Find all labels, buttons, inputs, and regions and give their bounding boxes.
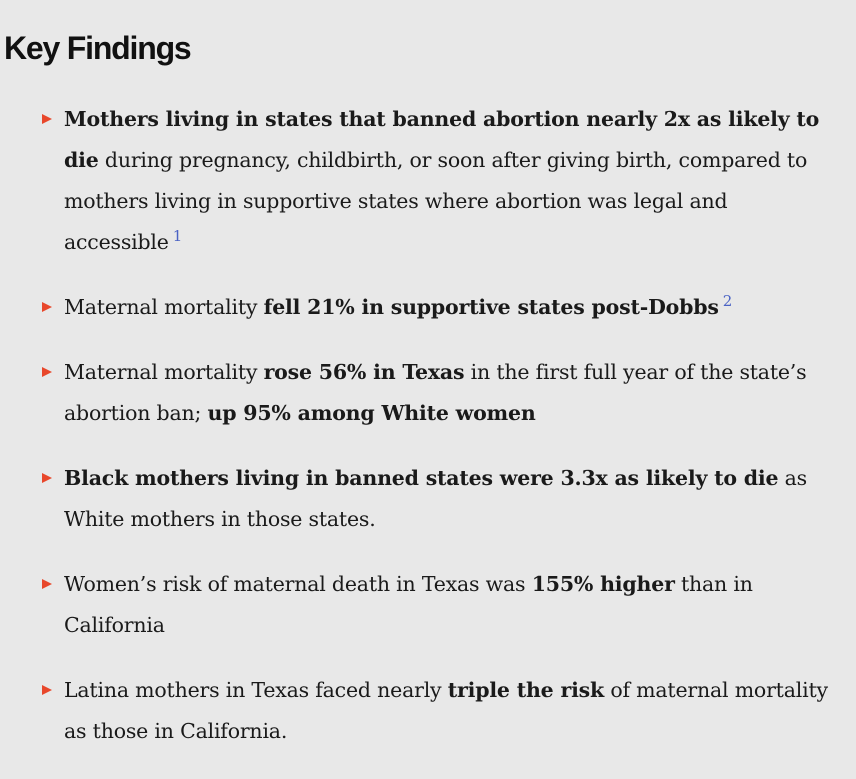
finding-emphasis-text: fell 21% in supportive states post-Dobbs [263, 295, 719, 319]
footnote-link[interactable]: 2 [722, 292, 733, 311]
finding-item [0, 670, 856, 752]
finding-emphasis-text: Black mothers living in banned states were 3.3x as likely to die [64, 466, 779, 490]
finding-text: during pregnancy, childbirth, or soon after giving birth, compared to mothers living in supportive states where abortion was legal and accessible [64, 148, 808, 254]
finding-text: Women’s risk of maternal death in Texas was [64, 572, 532, 596]
finding-text: Latina mothers in Texas faced nearly [64, 678, 448, 702]
finding-text: as White mothers in those states. [64, 466, 808, 531]
finding-emphasis-text: 155% higher [531, 572, 675, 596]
finding-text: than in California [64, 572, 753, 637]
triangle-right-icon [42, 302, 52, 312]
finding-text: in the first full year of the state’s abortion ban; [64, 360, 807, 425]
section-heading: Key Findings [4, 30, 191, 66]
finding-item [0, 564, 856, 646]
finding-text: of maternal mortality as those in California. [64, 678, 828, 743]
finding-text: Maternal mortality [64, 295, 264, 319]
triangle-right-icon [42, 685, 52, 695]
footnote-link[interactable]: 1 [172, 227, 183, 246]
triangle-right-icon [42, 473, 52, 483]
finding-item [0, 352, 856, 434]
finding-item [0, 287, 856, 328]
finding-item [0, 99, 856, 263]
finding-emphasis-text: up 95% among White women [207, 401, 536, 425]
key-findings-list [0, 99, 856, 776]
triangle-right-icon [42, 114, 52, 124]
finding-emphasis-text: rose 56% in Texas [263, 360, 465, 384]
finding-text: Maternal mortality [64, 360, 264, 384]
finding-emphasis-text: Mothers living in states that banned abortion nearly 2x as likely to die [64, 107, 820, 172]
finding-item [0, 458, 856, 540]
triangle-right-icon [42, 579, 52, 589]
finding-emphasis-text: triple the risk [447, 678, 604, 702]
triangle-right-icon [42, 367, 52, 377]
